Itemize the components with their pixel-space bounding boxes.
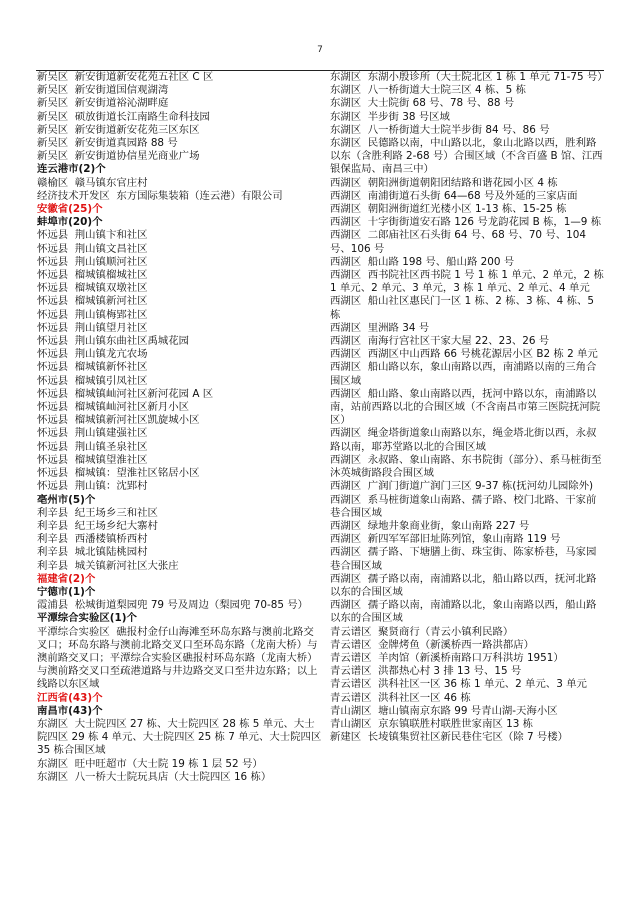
location-entry: 西湖区 广润门街道广润门三区 9-37 栋(抚河幼儿园除外) [330,480,594,493]
location-entry: 新吴区 新安街道国信观湖湾 [37,84,169,97]
location-entry: 怀远县 榴城镇引凤社区 [37,374,148,387]
right-column [330,71,608,744]
left-column [37,71,323,784]
location-entry: 青山湖区 京东镇联胜村联胜世家南区 13 栋 [330,717,534,730]
location-entry: 西湖区 西湖区中山西路 66 号桃花源居小区 B2 栋 2 单元 [330,348,598,361]
location-entry: 西湖区 船山社区惠民门一区 1 栋、2 栋、3 栋、4 栋、5 栋 [330,295,598,321]
location-entry: 利辛县 城关镇新河社区大张庄 [37,559,179,572]
location-entry: 怀远县 榴城镇屾河社区新河花园 A 区 [37,387,214,400]
location-entry: 怀远县 榴城镇望淮社区 [37,453,148,466]
location-entry: 怀远县 荆山镇龙亢农场 [37,348,148,361]
location-entry: 利辛县 纪王场乡纪大寨村 [37,519,158,532]
location-entry: 怀远县 榴城镇新河社区 [37,295,148,308]
location-entry: 怀远县 荆山镇卞和社区 [37,229,148,242]
location-entry: 利辛县 纪王场乡三和社区 [37,506,158,519]
location-entry: 青云谱区 洪都热心村 3 排 13 号、15 号 [330,665,522,678]
location-entry: 西湖区 绳金塔街道象山南路以东，绳金塔北街以西，永叔路以南，耶苏堂路以北的合围区域 [330,427,597,453]
location-entry: 西湖区 孺子路、下塘膳上街、珠宝街、陈家桥巷，马家园巷合围区域 [330,546,597,572]
location-entry: 西湖区 十字街街道安石路 126 号龙韵花园 B 栋，1—9 栋 [330,216,602,229]
location-entry: 青云谱区 羊肉馆（新溪桥南路口万科洪坊 1951） [330,651,564,664]
location-entry: 怀远县 荆山镇望月社区 [37,321,148,334]
location-entry: 怀远县 荆山镇文昌社区 [37,242,148,255]
location-entry: 青云谱区 金牌烤鱼（新溪桥西一路洪都店） [330,638,535,651]
location-entry: 新吴区 新安街道真园路 88 号 [37,137,178,150]
location-entry: 霞浦县 松城街道梨园兜 79 号及周边（梨园兜 70-85 号） [37,599,309,612]
location-entry: 东湖区 东湖小殷诊所（大士院北区 1 栋 1 单元 71-75 号） [330,71,608,83]
location-entry: 青云谱区 聚贤商行（青云小镇利民路） [330,625,514,638]
city-heading: 亳州市(5)个 [37,493,96,506]
city-heading: 蚌埠市(20)个 [37,216,103,229]
location-entry: 利辛县 城北镇陆桃园村 [37,546,148,559]
location-entry: 东湖区 旺中旺超市（大士院 19 栋 1 层 52 号） [37,757,263,770]
location-entry: 西湖区 船山路 198 号、船山路 200 号 [330,255,515,268]
city-heading: 宁德市(1)个 [37,585,96,598]
location-entry: 西湖区 西书院社区西书院 1 号 1 栋 1 单元、2 单元，2 栋 1 单元、2 单元、3 单元，3 栋 1 单元、2 单元、4 单元 [330,269,608,295]
location-entry: 西湖区 船山路以东，象山南路以西，南浦路以南的三角合围区域 [330,361,597,387]
location-entry: 怀远县 荆山镇：沈郢村 [37,480,148,493]
location-entry: 赣榆区 赣马镇东官庄村 [37,176,148,189]
location-entry: 东湖区 大士院街 68 号、78 号、88 号 [330,97,515,110]
location-entry: 西湖区 永叔路、象山南路、东书院街（部分）、系马桩街至沐英城街路段合围区域 [330,453,602,480]
location-entry: 西湖区 南浦街道石头街 64—68 号及外延的三家店面 [330,189,578,202]
location-entry: 东湖区 大士院四区 27 栋、大士院四区 28 栋 5 单元、大士院四区 29 栋 4 单元、大士院四区 25 栋 7 单元、大士院四区 35 栋合围区域 [37,717,325,757]
location-entry: 青山湖区 塘山镇南京东路 99 号青山湖-天海小区 [330,704,558,717]
location-entry: 怀远县 荆山镇东曲社区禹城花园 [37,335,190,348]
location-entry: 怀远县 榴城镇新河社区凯旋城小区 [37,414,200,427]
city-heading: 南昌市(43)个 [37,704,103,717]
location-entry: 怀远县 榴城镇榴城社区 [37,269,148,282]
location-entry: 新吴区 新安街道协信星光商业广场 [37,150,200,163]
location-entry: 经济技术开发区 东方国际集装箱（连云港）有限公司 [37,189,283,202]
location-entry: 平潭综合实验区 礁报村金仔山海滩至环岛东路与澳前北路交叉口；环岛东路与澳前北路交叉口至环岛东路（龙南大桥）与澳前路交叉口；平潭综合实验区礁报村环岛东路（龙南大桥）与澳前路交叉口至疏港道路与井边路交叉口至井边东路；以上线路以东区域 [37,625,318,691]
location-entry: 新吴区 新安街道新安花苑三区东区 [37,123,200,136]
location-entry: 东湖区 八一桥街道大士院半步街 84 号、86 号 [330,123,550,136]
location-entry: 怀远县 榴城镇：望淮社区铭居小区 [37,467,200,480]
province-heading: 江西省(43)个 [37,691,103,704]
location-entry: 西湖区 系马桩街道象山南路、孺子路、校门北路、干家前巷合围区域 [330,493,597,519]
location-entry: 青云谱区 洪科社区一区 46 栋 [330,691,471,704]
location-entry: 新吴区 新安街道新安花苑五社区 C 区 [37,71,214,83]
location-entry: 怀远县 荆山镇梅郢社区 [37,308,148,321]
page-number: 7 [317,45,323,55]
location-entry: 东湖区 半步街 38 号区域 [330,110,450,123]
location-entry: 西湖区 孺子路以南，南浦路以北，船山路以西，抚河北路以东的合围区域 [330,572,597,598]
location-entry: 西湖区 朝阳洲街道红光楼小区 1-13 栋、15-25 栋 [330,203,567,216]
location-entry: 利辛县 西潘楼镇桥西村 [37,533,148,546]
location-entry: 怀远县 荆山镇建强社区 [37,427,148,440]
location-entry: 西湖区 绿地井象商业街，象山南路 227 号 [330,519,530,532]
location-entry: 西湖区 朝阳洲街道朝阳团结路和谐花园小区 4 栋 [330,176,558,189]
location-entry: 怀远县 荆山镇圣泉社区 [37,440,148,453]
location-entry: 西湖区 船山路、象山南路以西，抚河中路以东，南浦路以南，站前西路以北的合围区域（不含南昌市第三医院抚河院区） [330,387,601,427]
location-entry: 东湖区 八一桥街道大士院三区 4 栋、5 栋 [330,84,526,97]
location-entry: 青云谱区 洪科社区一区 36 栋 1 单元、2 单元、3 单元 [330,678,587,691]
location-entry: 新建区 长堎镇集贸社区新民巷住宅区（除 7 号楼） [330,731,569,744]
location-entry: 东湖区 民德路以南，中山路以北，象山北路以西，胜利路以东（含胜利路 2-68 号）合围区域（不含百盛 B 馆、江西银保监局、南昌三中） [330,137,603,176]
province-heading: 福建省(2)个 [37,572,96,585]
location-entry: 西湖区 南海行宫社区干家大屋 22、23、26 号 [330,335,550,348]
location-entry: 西湖区 孺子路以南，南浦路以北，象山南路以西，船山路以东的合围区域 [330,599,597,625]
location-entry: 西湖区 新四军军部旧址陈列馆，象山南路 119 号 [330,533,561,546]
location-entry: 新吴区 硕放街道长江南路生命科技园 [37,110,210,123]
location-entry: 怀远县 榴城镇屾河社区新月小区 [37,401,190,414]
location-entry: 东湖区 八一桥大士院玩具店（大士院四区 16 栋） [37,770,272,783]
city-heading: 连云港市(2)个 [37,163,106,176]
location-entry: 怀远县 荆山镇顺河社区 [37,255,148,268]
location-entry: 新吴区 新安街道裕沁湖畔庭 [37,97,169,110]
province-heading: 安徽省(25)个 [37,203,103,216]
location-entry: 怀远县 榴城镇双墩社区 [37,282,148,295]
location-entry: 西湖区 里洲路 34 号 [330,321,430,334]
location-entry: 怀远县 榴城镇新怀社区 [37,361,148,374]
location-entry: 西湖区 二郎庙社区石头街 64 号、68 号、70 号、104 号、106 号 [330,229,590,255]
city-heading: 平潭综合实验区(1)个 [37,612,137,625]
